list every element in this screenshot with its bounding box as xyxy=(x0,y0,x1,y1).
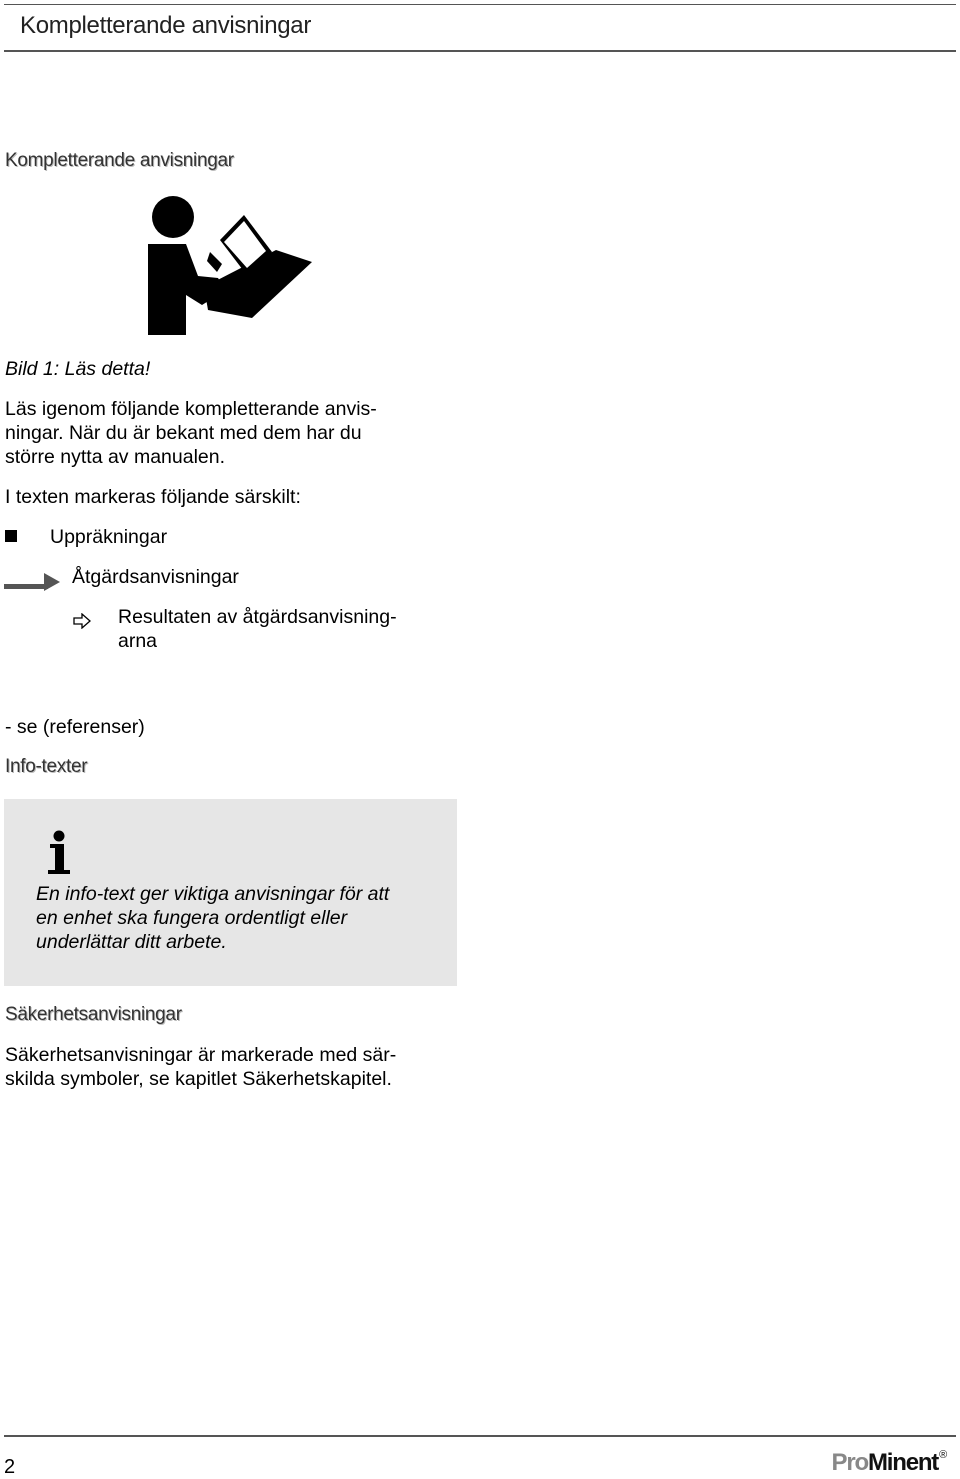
prominent-logo xyxy=(832,1449,946,1477)
square-bullet-icon xyxy=(5,530,17,542)
logo-part-minent: Minent xyxy=(867,1449,939,1476)
page-header-title: Kompletterande anvisningar xyxy=(20,12,312,39)
header-top-rule xyxy=(4,4,956,5)
header-bottom-rule xyxy=(4,50,956,52)
logo-part-pro: Pro xyxy=(831,1449,868,1476)
safety-paragraph xyxy=(5,1043,465,1091)
registered-mark: ® xyxy=(939,1449,946,1461)
section-heading-info: Info-texter xyxy=(5,756,88,777)
safety-line: Säkerhetsanvisningar är markerade med sär- xyxy=(5,1044,397,1066)
action-arrow-icon xyxy=(4,571,60,591)
list-bullet-text: Uppräkningar xyxy=(50,526,168,548)
section-heading-safety: Säkerhetsanvisningar xyxy=(5,1004,182,1025)
result-arrow-icon xyxy=(73,613,91,629)
list-result-text xyxy=(118,605,397,653)
page-number: 2 xyxy=(4,1456,16,1478)
section-heading-kompletterande: Kompletterande anvisningar xyxy=(5,150,234,171)
intro-line: ningar. När du är bekant med dem har du xyxy=(5,422,362,444)
list-action-text: Åtgärdsanvisningar xyxy=(72,566,239,588)
footer-rule xyxy=(4,1435,956,1437)
list-result-line: arna xyxy=(118,630,158,652)
info-text-line: en enhet ska fungera ordentligt eller xyxy=(36,907,348,929)
marked-intro-text: I texten markeras följande särskilt: xyxy=(5,486,301,508)
info-text-line: underlättar ditt arbete. xyxy=(36,931,227,953)
references-text: - se (referenser) xyxy=(5,716,145,738)
info-text xyxy=(36,882,446,954)
figure-caption: Bild 1: Läs detta! xyxy=(5,358,151,380)
intro-paragraph xyxy=(5,397,445,469)
reading-person-icon xyxy=(146,192,314,338)
info-icon xyxy=(46,830,72,876)
intro-line: Läs igenom följande kompletterande anvis- xyxy=(5,398,377,420)
info-text-line: En info-text ger viktiga anvisningar för att xyxy=(36,883,390,905)
list-result-line: Resultaten av åtgärdsanvisning- xyxy=(118,606,397,628)
intro-line: större nytta av manualen. xyxy=(5,446,226,468)
safety-line: skilda symboler, se kapitlet Säkerhetskapitel. xyxy=(5,1068,392,1090)
